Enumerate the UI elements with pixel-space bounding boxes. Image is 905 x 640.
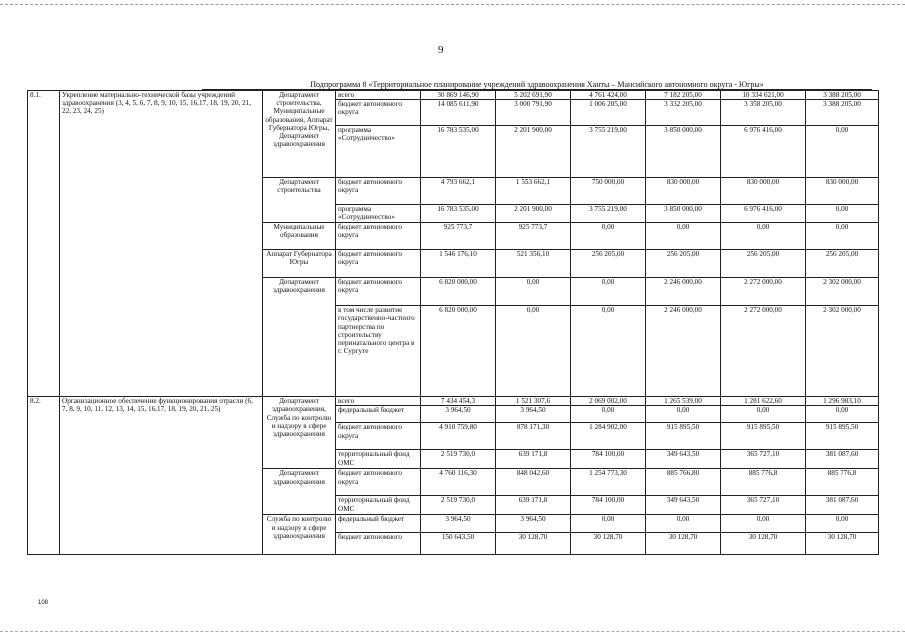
value-cell: 2 272 000,00	[721, 306, 806, 397]
value-cell: 830 000,00	[646, 178, 721, 205]
activity-name: Организационное обеспечение функционирования отрасли (6, 7, 8, 9, 10, 11, 12, 13, 14, 15, 16,17, 18, 19, 20, 21, 25)	[60, 397, 263, 555]
value-cell: 915 895,50	[721, 423, 806, 450]
funding-source: бюджет автономного округа	[336, 100, 421, 126]
value-cell: 16 783 535,00	[421, 205, 496, 223]
value-cell: 0,00	[721, 515, 806, 533]
value-cell: 14 085 611,90	[421, 100, 496, 126]
executor: Департамент строительства	[263, 178, 336, 223]
value-cell: 2 069 002,00	[571, 397, 646, 406]
table-row	[28, 91, 879, 100]
value-cell: 4 761 424,00	[571, 91, 646, 100]
funding-source: федеральный бюджет	[336, 406, 421, 423]
value-cell: 885 776,8	[806, 469, 879, 496]
value-cell: 6 976 416,00	[721, 126, 806, 178]
funding-source: бюджет автономного округа	[336, 469, 421, 496]
value-cell: 0,00	[806, 406, 879, 423]
value-cell: 5 202 691,90	[496, 91, 571, 100]
value-cell: 1 006 205,00	[571, 100, 646, 126]
value-cell: 0,00	[806, 205, 879, 223]
value-cell: 784 100,00	[571, 450, 646, 469]
value-cell: 2 201 900,00	[496, 126, 571, 178]
value-cell: 3 850 000,00	[646, 126, 721, 178]
value-cell: 0,00	[646, 515, 721, 533]
value-cell: 0,00	[571, 515, 646, 533]
value-cell: 349 643,50	[646, 496, 721, 515]
funding-source: территориальный фонд ОМС	[336, 450, 421, 469]
value-cell: 848 042,60	[496, 469, 571, 496]
value-cell: 2 519 730,0	[421, 496, 496, 515]
value-cell: 2 246 000,00	[646, 278, 721, 306]
value-cell: 4 793 662,1	[421, 178, 496, 205]
value-cell: 3 964,50	[421, 406, 496, 423]
value-cell: 381 087,60	[806, 450, 879, 469]
value-cell: 6 820 000,00	[421, 278, 496, 306]
value-cell: 256 205,00	[646, 250, 721, 278]
scan-edge-top	[0, 4, 905, 5]
table-row	[28, 397, 879, 406]
funding-source: в том числе развитие государственно-частного партнерства по строительству перинатального центра в г. Сургуте	[336, 306, 421, 397]
value-cell: 784 100,00	[571, 496, 646, 515]
value-cell: 2 201 900,00	[496, 205, 571, 223]
value-cell: 2 302 000,00	[806, 306, 879, 397]
value-cell: 0,00	[646, 223, 721, 250]
value-cell: 3 388 205,00	[806, 91, 879, 100]
value-cell: 830 000,00	[806, 178, 879, 205]
value-cell: 256 205,00	[721, 250, 806, 278]
value-cell: 925 773,7	[496, 223, 571, 250]
executor: Департамент здравоохранения	[263, 469, 336, 515]
footer-mark: 108	[38, 600, 49, 606]
value-cell: 0,00	[721, 406, 806, 423]
value-cell: 3 358 205,00	[721, 100, 806, 126]
value-cell: 3 332 205,00	[646, 100, 721, 126]
executor: Департамент здравоохранения, Служба по контролю и надзору в сфере здравоохранения	[263, 397, 336, 469]
value-cell: 0,00	[806, 126, 879, 178]
value-cell: 3 000 791,90	[496, 100, 571, 126]
value-cell: 2 302 000,00	[806, 278, 879, 306]
budget-table	[27, 90, 879, 555]
value-cell: 878 171,30	[496, 423, 571, 450]
value-cell: 0,00	[806, 223, 879, 250]
executor: Департамент здравоохранения	[263, 278, 336, 397]
value-cell: 830 000,00	[721, 178, 806, 205]
value-cell: 2 246 000,00	[646, 306, 721, 397]
value-cell: 7 434 454,3	[421, 397, 496, 406]
value-cell: 3 964,50	[496, 406, 571, 423]
executor: Муниципальные образования	[263, 223, 336, 250]
value-cell: 30 128,70	[806, 533, 879, 555]
value-cell: 925 773,7	[421, 223, 496, 250]
value-cell: 30 869 146,90	[421, 91, 496, 100]
scan-edge-bottom	[0, 631, 905, 632]
value-cell: 150 643,50	[421, 533, 496, 555]
value-cell: 3 755 219,00	[571, 126, 646, 178]
funding-source: федеральный бюджет	[336, 515, 421, 533]
value-cell: 0,00	[496, 306, 571, 397]
value-cell: 0,00	[571, 306, 646, 397]
funding-source: бюджет автономного округа	[336, 250, 421, 278]
value-cell: 3 964,50	[496, 515, 571, 533]
value-cell: 2 272 000,00	[721, 278, 806, 306]
value-cell: 0,00	[721, 223, 806, 250]
value-cell: 1 265 539,00	[646, 397, 721, 406]
value-cell: 0,00	[646, 406, 721, 423]
value-cell: 1 546 176,10	[421, 250, 496, 278]
value-cell: 915 895,50	[806, 423, 879, 450]
value-cell: 365 727,10	[721, 496, 806, 515]
value-cell: 349 643,50	[646, 450, 721, 469]
executor: Служба по контролю и надзору в сфере здравоохранения	[263, 515, 336, 555]
funding-source: бюджет автономного округа	[336, 223, 421, 250]
funding-source: бюджет автономного округа	[336, 423, 421, 450]
value-cell: 1 254 773,30	[571, 469, 646, 496]
funding-source: всего	[336, 91, 421, 100]
subprogram-title: Подпрограмма 8 «Территориальное планирование учреждений здравоохранения Ханты – Мансийского автономного округа - Югры»	[202, 80, 872, 90]
funding-source: бюджет автономного округа	[336, 278, 421, 306]
value-cell: 30 128,70	[496, 533, 571, 555]
funding-source: программа «Сотрудничество»	[336, 205, 421, 223]
executor: Аппарат Губернатора Югры	[263, 250, 336, 278]
value-cell: 750 000,00	[571, 178, 646, 205]
value-cell: 1 284 902,00	[571, 423, 646, 450]
value-cell: 639 171,8	[496, 450, 571, 469]
value-cell: 365 727,10	[721, 450, 806, 469]
value-cell: 1 553 662,1	[496, 178, 571, 205]
value-cell: 915 895,50	[646, 423, 721, 450]
funding-source: территориальный фонд ОМС	[336, 496, 421, 515]
row-id: 8.2.	[28, 397, 60, 555]
value-cell: 30 128,70	[721, 533, 806, 555]
value-cell: 3 964,50	[421, 515, 496, 533]
value-cell: 3 850 000,00	[646, 205, 721, 223]
value-cell: 256 205,00	[571, 250, 646, 278]
value-cell: 639 171,8	[496, 496, 571, 515]
value-cell: 0,00	[571, 406, 646, 423]
value-cell: 256 205,00	[806, 250, 879, 278]
value-cell: 0,00	[496, 278, 571, 306]
value-cell: 10 334 621,00	[721, 91, 806, 100]
value-cell: 6 820 000,00	[421, 306, 496, 397]
value-cell: 885 776,8	[721, 469, 806, 496]
value-cell: 1 296 983,10	[806, 397, 879, 406]
value-cell: 2 519 730,0	[421, 450, 496, 469]
value-cell: 16 783 535,00	[421, 126, 496, 178]
funding-source: бюджет автономного округа	[336, 178, 421, 205]
value-cell: 4 910 759,80	[421, 423, 496, 450]
executor: Департамент строительства, Муниципальные образования, Аппарат Губернатора Югры, Департамент здравоохранения	[263, 91, 336, 178]
value-cell: 3 388 205,00	[806, 100, 879, 126]
activity-name: Укрепление материально-технической базы учреждений здравоохранения (3, 4, 5, 6, 7, 8, 9, 10, 15, 16,17, 18, 19, 20, 21, 22, 23, 24, 25)	[60, 91, 263, 397]
value-cell: 1 281 622,60	[721, 397, 806, 406]
value-cell: 30 128,70	[646, 533, 721, 555]
value-cell: 0,00	[806, 515, 879, 533]
value-cell: 4 760 116,30	[421, 469, 496, 496]
value-cell: 381 087,60	[806, 496, 879, 515]
funding-source: программа «Сотрудничество»	[336, 126, 421, 178]
value-cell: 7 182 205,00	[646, 91, 721, 100]
value-cell: 0,00	[571, 223, 646, 250]
funding-source: бюджет автономного	[336, 533, 421, 555]
value-cell: 6 976 416,00	[721, 205, 806, 223]
value-cell: 0,00	[571, 278, 646, 306]
value-cell: 521 356,10	[496, 250, 571, 278]
page-number: 9	[438, 44, 444, 56]
value-cell: 885 766,80	[646, 469, 721, 496]
value-cell: 1 521 307,6	[496, 397, 571, 406]
funding-source: всего	[336, 397, 421, 406]
value-cell: 3 755 219,00	[571, 205, 646, 223]
row-id: 8.1.	[28, 91, 60, 397]
value-cell: 30 128,70	[571, 533, 646, 555]
